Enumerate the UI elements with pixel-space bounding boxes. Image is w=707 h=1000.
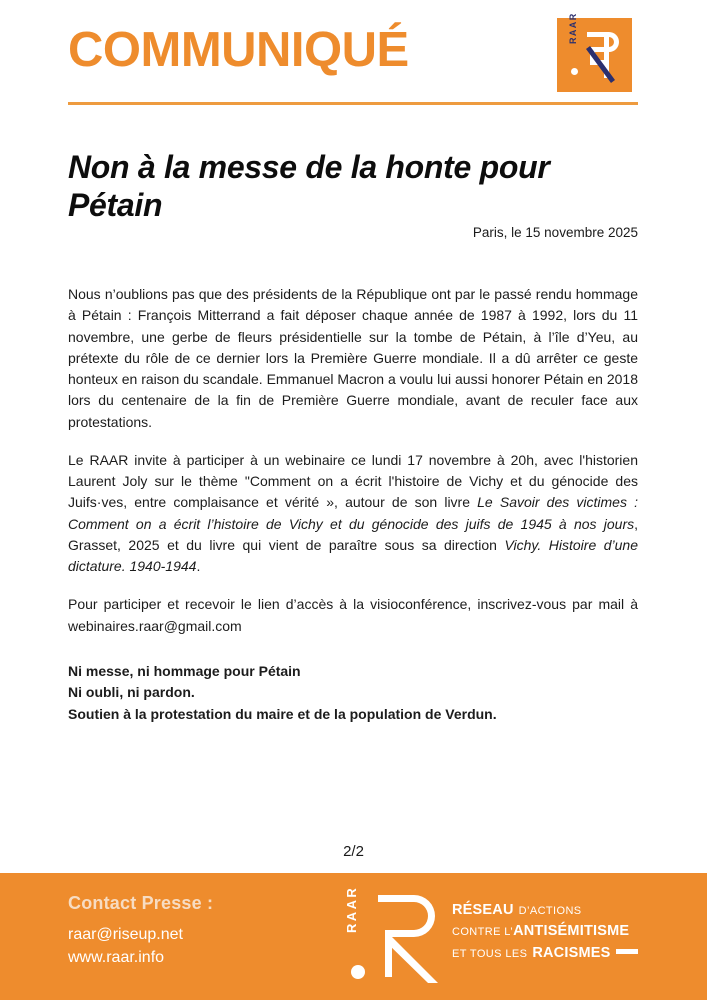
footer (0, 873, 707, 1000)
slogan-line: Soutien à la protestation du maire et de la population de Verdun. (68, 705, 497, 722)
paragraph-webinar (68, 450, 638, 578)
tagline-line-1 (452, 899, 638, 920)
tagline-contre-l: CONTRE L’ (452, 926, 514, 939)
organisation-tagline (452, 899, 638, 963)
tagline-antisemitisme: ANTISÉMITISME (513, 923, 630, 940)
tagline-dash-icon (616, 949, 638, 954)
slogan-line: Ni oubli, ni pardon. (68, 684, 195, 701)
tagline-line-3 (452, 942, 638, 963)
body-copy (68, 284, 638, 725)
header (68, 12, 638, 96)
raar-logo-large-dot-icon (351, 965, 365, 979)
slogan-line: Ni messe, ni hommage pour Pétain (68, 662, 301, 679)
raar-logo-square-icon (557, 12, 632, 92)
tagline-line-2 (452, 920, 638, 941)
raar-logo-vertical-text: RAAR (568, 12, 578, 44)
raar-logo-large-vertical-text: RAAR (344, 885, 359, 933)
page-kicker-communique: COMMUNIQUÉ (68, 23, 409, 77)
contact-website[interactable]: www.raar.info (68, 949, 165, 967)
raar-logo-large-icon (344, 885, 443, 983)
header-divider (68, 102, 638, 105)
book-title-2: Vichy. Histoire d’une dictature. 1940-1944 (68, 536, 638, 575)
paragraph-registration: Pour participer et recevoir le lien d’accès à la visioconférence, inscrivez-vous par mail à webinaires.raar@gmail.com (68, 596, 638, 634)
book-title-1: Le Savoir des victimes : Comment on a écrit l’histoire de Vichy et du génocide des juifs de 1945 à nos jours (68, 494, 638, 532)
webinar-text-part-3: . (196, 558, 201, 575)
webinar-text-part-1: Le RAAR invite à participer à un webinaire ce lundi 17 novembre à 20h, avec l'historien Laurent Joly sur le thème "Comment on a écrit l'histoire de Vichy et du génocide des Juifs·ves, entre complaisance et vérité », autour de son livre (68, 451, 638, 511)
page-title: Non à la messe de la honte pour Pétain (68, 149, 550, 223)
dateline: Paris, le 15 novembre 2025 (472, 225, 638, 240)
tagline-racismes: RACISMES (532, 944, 611, 961)
tagline-reseau: RÉSEAU (452, 902, 514, 918)
slogan-block (68, 661, 638, 725)
page-number: 2/2 (343, 843, 364, 860)
paragraph-history: Nous n’oublions pas que des présidents de la République ont par le passé rendu hommage à Pétain : François Mitterrand a fait déposer chaque année de 1987 à 1992, lors du 11 novembre, une gerbe de fleurs présidentielle sur la tombe de Pétain, à l’île d’Yeu, au prétexte du rôle de ce dernier lors la Première Guerre mondiale. Il a dû arrêter ce geste honteux en raison du scandale. Emmanuel Macron a voulu lui aussi honorer Pétain en 2018 lors du centenaire de la fin de Première Guerre mondiale, avant de reculer face aux protestations. (68, 286, 638, 430)
contact-email[interactable]: raar@riseup.net (68, 926, 183, 943)
tagline-et-tous-les: ET TOUS LES (452, 947, 528, 960)
webinar-text-part-2: , Grasset, 2025 et du livre qui vient de paraître sous sa direction (68, 515, 638, 553)
raar-logo-dot-icon (571, 68, 578, 75)
contact-block (68, 893, 213, 969)
contact-heading: Contact Presse : (68, 893, 214, 913)
tagline-dactions-prefix: D’ACTIONS (518, 905, 582, 917)
